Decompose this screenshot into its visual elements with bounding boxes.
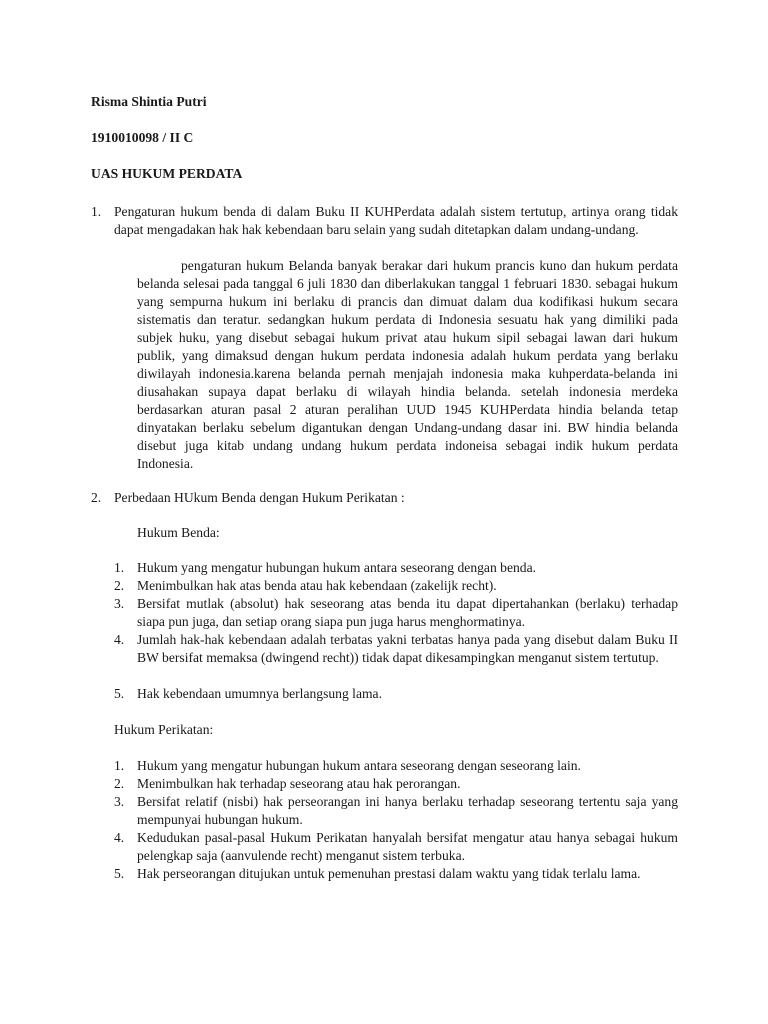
list-item-text: Menimbulkan hak terhadap seseorang atau hak perorangan. [137, 776, 461, 791]
list-item-number: 2. [114, 776, 125, 791]
list-item-text: Hukum yang mengatur hubungan hukum antara seseorang dengan benda. [137, 560, 537, 575]
document-title: UAS HUKUM PERDATA [91, 166, 243, 181]
question-number: 1. [91, 204, 102, 219]
list-item-text: Menimbulkan hak atas benda atau hak kebendaan (zakelijk recht). [137, 578, 497, 593]
list-item-text: Hukum yang mengatur hubungan hukum antara seseorang dengan seseorang lain. [137, 758, 581, 773]
list-item-number: 1. [114, 560, 125, 575]
list-item-number: 5. [114, 866, 125, 881]
list-item-number: 3. [114, 596, 125, 611]
question-2-intro: Perbedaan HUkum Benda dengan Hukum Perikatan : [114, 490, 405, 505]
hukum-benda-heading: Hukum Benda: [137, 525, 220, 540]
list-item-number: 2. [114, 578, 125, 593]
list-item-text: Jumlah hak-hak kebendaan adalah terbatas yakni terbatas hanya pada yang disebut dalam Buku II BW bersifat memaksa (dwingend recht)) tidak dapat dikesampingkan menganut sistem tertutup. [137, 632, 678, 665]
list-item-number: 5. [114, 686, 125, 701]
list-item-text: Kedudukan pasal-pasal Hukum Perikatan hanyalah bersifat mengatur atau hanya sebagai hukum pelengkap saja (aanvulende recht) menganut sistem terbuka. [137, 830, 678, 863]
question-1-paragraph: pengaturan hukum Belanda banyak berakar dari hukum prancis kuno dan hukum perdata belanda selesai pada tanggal 6 juli 1830 dan diberlakukan tanggal 1 februari 1830. sebagai hukum yang sempurna hukum ini berlaku di prancis dan dimuat dalam dua kodifikasi hukum secara sistematis dan teratur. sedangkan hukum perdata di Indonesia sesuatu hak yang dimiliki pada subjek huku, yang disebut sebagai hukum privat atau hukum sipil sebagai lawan dari hukum publik, yang dimaksud dengan hukum perdata indonesia adalah hukum perdata yang berlaku diwilayah indonesia.karena belanda pernah menjajah indonesia maka kuhperdata-belanda ini diusahakan supaya dapat berlaku di wilayah hindia belanda. setelah indonesia merdeka berdasarkan aturan pasal 2 aturan peralihan UUD 1945 KUHPerdata hindia belanda tetap dinyatakan berlaku sebelum digantukan dengan Undang-undang dasar ini. BW hindia belanda disebut juga kitab undang undang hukum perdata indoneisa sebagai indik hukum perdata Indonesia. [137, 258, 678, 471]
list-item-text: Bersifat mutlak (absolut) hak seseorang atas benda itu dapat dipertahankan (berlaku) terhadap siapa pun juga, dan setiap orang siapa pun juga harus menghormatinya. [137, 596, 678, 629]
list-item-number: 4. [114, 632, 125, 647]
list-item-text: Bersifat relatif (nisbi) hak perseorangan ini hanya berlaku terhadap seseorang tertentu saja yang mempunyai hubungan hukum. [137, 794, 678, 827]
question-number: 2. [91, 490, 102, 505]
list-item-number: 3. [114, 794, 125, 809]
list-item-number: 1. [114, 758, 125, 773]
student-id-class: 1910010098 / II C [91, 130, 194, 145]
list-item-number: 4. [114, 830, 125, 845]
list-item-text: Hak kebendaan umumnya berlangsung lama. [137, 686, 382, 701]
question-1-intro: Pengaturan hukum benda di dalam Buku II KUHPerdata adalah sistem tertutup, artinya orang tidak dapat mengadakan hak hak kebendaan baru selain yang sudah ditetapkan dalam undang-undang. [114, 204, 678, 237]
hukum-perikatan-heading: Hukum Perikatan: [114, 722, 214, 737]
list-item-text: Hak perseorangan ditujukan untuk pemenuhan prestasi dalam waktu yang tidak terlalu lama. [137, 866, 641, 881]
author-name: Risma Shintia Putri [91, 94, 207, 109]
